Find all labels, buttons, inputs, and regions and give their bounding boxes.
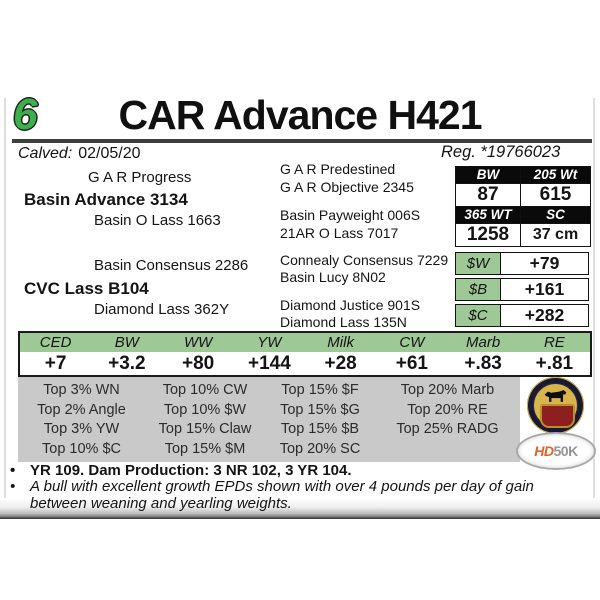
bull-silhouette-icon (542, 389, 569, 404)
rankings-column (265, 377, 375, 462)
epd-value: +.83 (464, 353, 502, 374)
calved-date: 02/05/20 (78, 145, 141, 162)
pedigree-sire-grandsire: G A R Progress (88, 169, 192, 186)
epd-value: +.81 (535, 353, 574, 374)
ranking-item: Top 3% YW (43, 421, 120, 437)
footnote-text: A bull with excellent growth EPDs shown with over 4 pounds per day of gain between weaning and yearling weights. (30, 478, 534, 512)
weights-header-sc: SC (521, 207, 590, 223)
epd-value: +28 (324, 353, 357, 374)
ranking-item: Top 15% $F (281, 382, 359, 398)
bullet-icon: • (10, 462, 16, 479)
weights-value-365wt: 1258 (456, 224, 520, 246)
epd-header: RE (543, 334, 565, 351)
epd-value: +80 (182, 353, 215, 374)
dollar-row (455, 304, 589, 327)
pedigree-dam-granddam: Diamond Lass 362Y (94, 301, 230, 318)
dollar-row (455, 278, 589, 301)
angus-association-seal-icon (527, 377, 584, 434)
ranking-item: Top 25% RADG (396, 421, 499, 437)
dollar-label-c: $C (456, 305, 501, 326)
weights-header-205wt: 205 Wt (521, 167, 590, 183)
pedigree-gen3-name: Diamond Justice 901S (280, 297, 421, 313)
pedigree-gen3-name: Basin Lucy 8N02 (280, 269, 386, 285)
footnote-comment (10, 479, 550, 512)
footnote-performance (10, 462, 575, 479)
weights-header-bw: BW (456, 167, 520, 183)
epd-header: WW (183, 334, 213, 351)
epd-header: CW (399, 334, 425, 351)
epd-value: +7 (44, 353, 67, 374)
ranking-item: Top 15% $B (280, 421, 360, 437)
pedigree-dam-grandsire: Basin Consensus 2286 (94, 257, 249, 274)
ranking-item: Top 2% Angle (37, 401, 126, 418)
ranking-item: Top 15% Claw (158, 421, 252, 437)
pedigree-gen3-name: G A R Objective 2345 (280, 179, 414, 195)
dollar-value-c: +282 (524, 305, 565, 325)
weights-value-sc: 37 cm (521, 224, 590, 246)
pedigree-gen3-name: Basin Payweight 006S (280, 207, 421, 223)
page-title: CAR Advance H421 (118, 92, 482, 138)
ranking-item: Top 15% $M (164, 440, 246, 457)
epd-header: BW (114, 334, 139, 351)
ranking-item: Top 15% $G (280, 401, 360, 418)
dollar-label-w: $W (456, 253, 501, 274)
hd50k-hd-text: HD (534, 443, 554, 459)
ranking-item: Top 20% RE (407, 401, 488, 418)
bullet-icon: • (10, 478, 16, 495)
pedigree-gen3-name: G A R Predestined (280, 161, 396, 177)
pedigree-gen3-name: Connealy Consensus 7229 (280, 252, 449, 268)
pedigree-gen3-name: 21AR O Lass 7017 (280, 225, 399, 241)
calved-line (18, 145, 141, 163)
seal-shield (540, 404, 575, 428)
epd-value: +3.2 (108, 353, 146, 374)
weights-value-bw: 87 (456, 184, 520, 206)
pedigree-sire-granddam: Basin O Lass 1663 (94, 212, 221, 229)
calved-label: Calved: (18, 145, 73, 162)
weights-table (455, 166, 591, 247)
rankings-column (18, 377, 145, 462)
lot-number: 6 (13, 90, 38, 139)
ranking-item: Top 20% Marb (400, 382, 495, 398)
pedigree-dam: CVC Lass B104 (24, 279, 149, 298)
dollar-label-b: $B (456, 279, 501, 300)
epd-table (18, 331, 592, 377)
registration-number: Reg. *19766023 (441, 143, 561, 161)
weights-value-205wt: 615 (521, 184, 590, 206)
dollar-index-table (455, 252, 589, 330)
ranking-item: Top 10% $W (163, 401, 247, 418)
pedigree-sire: Basin Advance 3134 (24, 190, 188, 209)
ranking-item: Top 3% WN (43, 382, 120, 398)
epd-value-row (20, 352, 590, 375)
rankings-column (375, 377, 520, 462)
dollar-value-b: +161 (524, 279, 565, 299)
footnote-text: YR 109. Dam Production: 3 NR 102, 3 YR 104. (30, 462, 352, 479)
ranking-item: Top 10% $C (42, 440, 121, 457)
epd-header: Marb (466, 334, 501, 351)
dollar-row (455, 252, 589, 275)
dollar-value-w: +79 (529, 253, 560, 273)
pedigree-gen3-name: Diamond Lass 135N (280, 314, 407, 330)
ranking-item: Top 10% CW (162, 382, 248, 398)
epd-header-row (20, 333, 590, 352)
weights-header-365wt: 365 WT (456, 207, 520, 223)
ranking-item: Top 20% SC (279, 440, 361, 457)
epd-header: CED (39, 334, 72, 351)
epd-value: +144 (247, 353, 291, 374)
percentile-rankings-box (18, 377, 520, 462)
epd-header: YW (257, 334, 282, 351)
epd-header: Milk (327, 334, 354, 351)
page-left-edge (4, 98, 6, 516)
hd50k-50k-text: 50K (553, 443, 578, 459)
rankings-column (145, 377, 265, 462)
epd-value: +61 (395, 353, 428, 374)
